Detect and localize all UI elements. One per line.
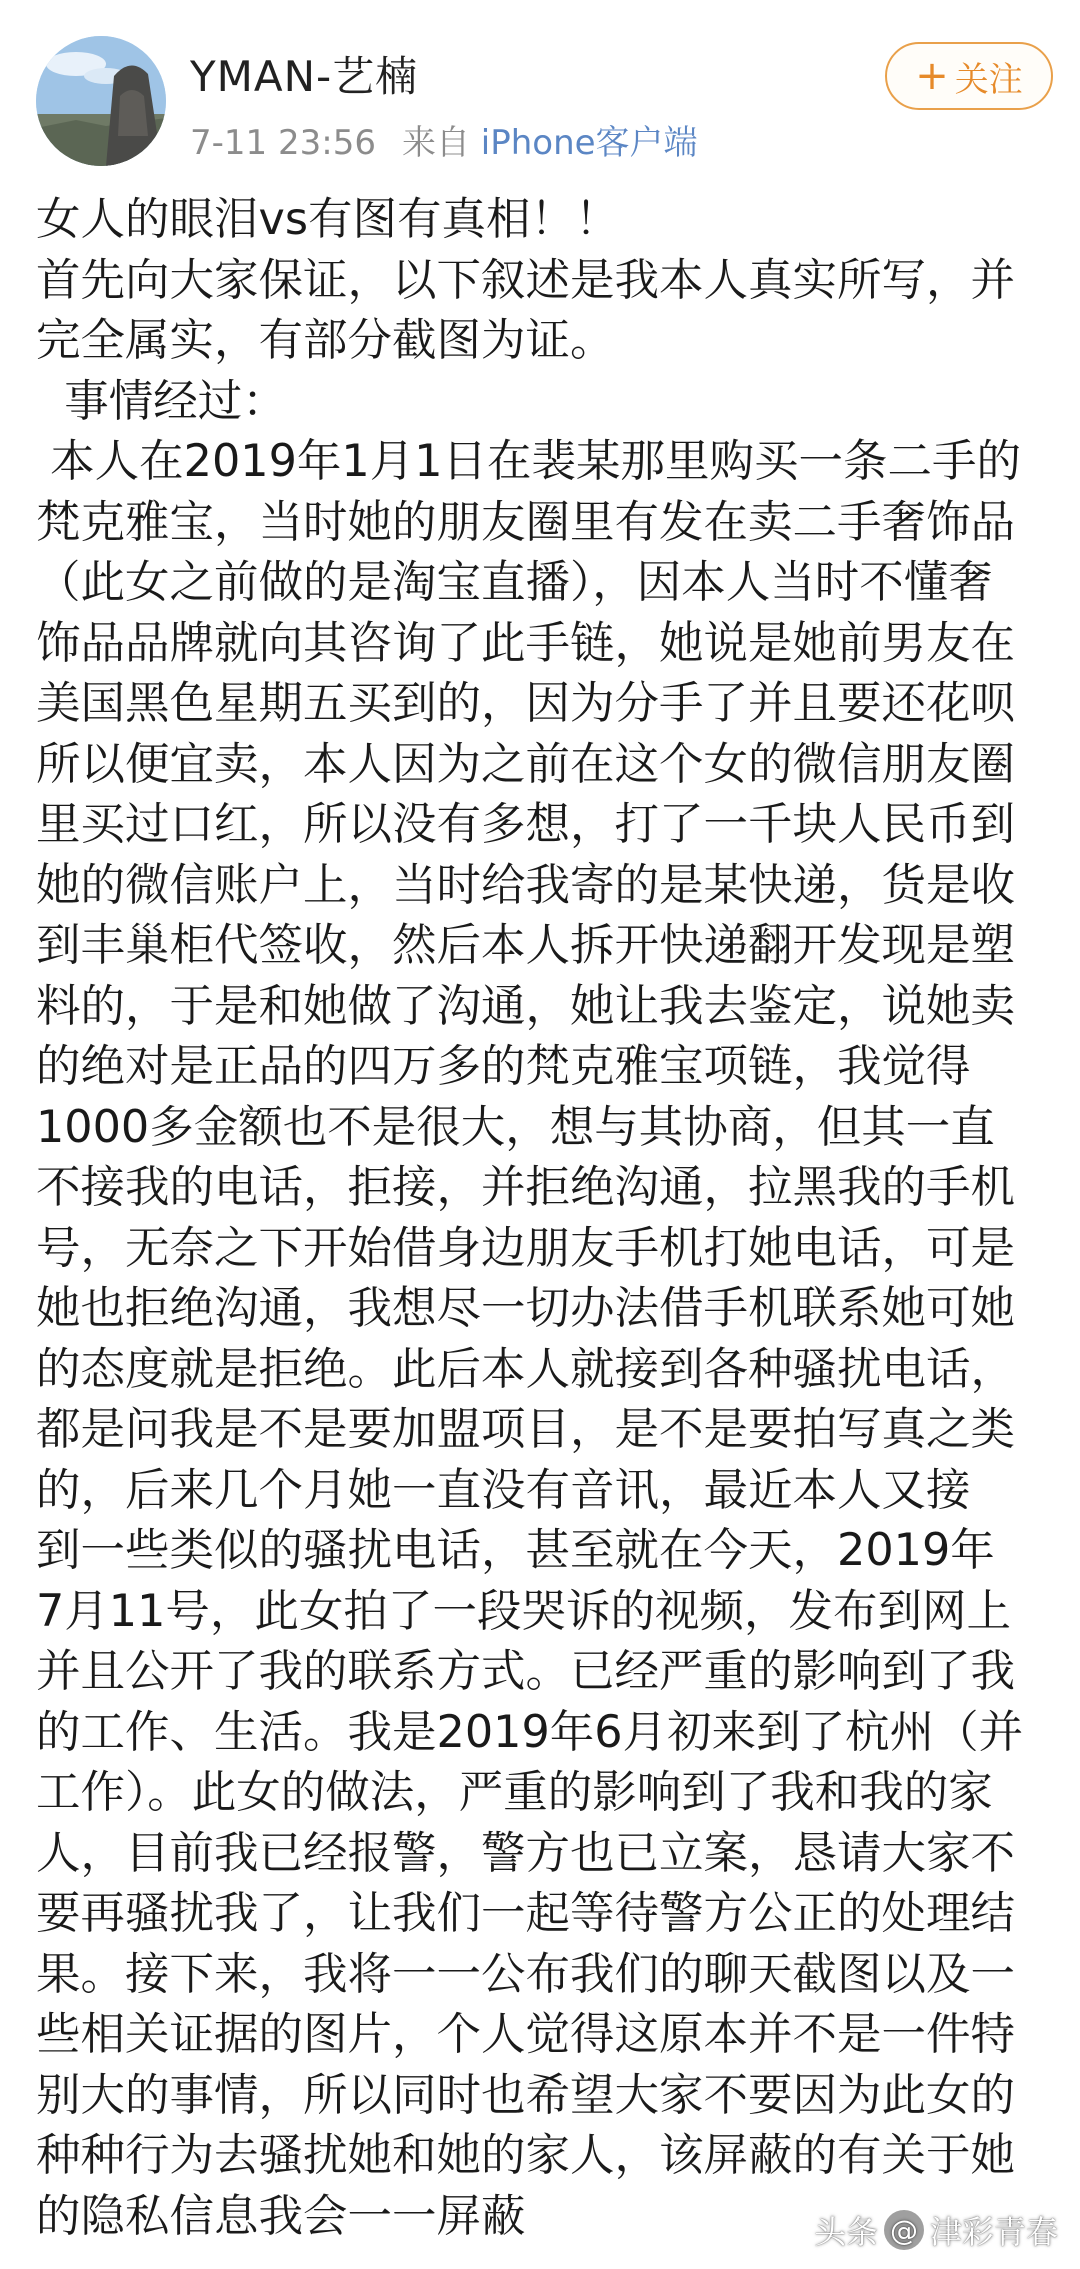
avatar-image — [36, 36, 166, 166]
post-line: 并且公开了我的联系方式。已经严重的影响到了我 — [36, 1646, 1016, 1697]
source-prefix: 来自 — [401, 123, 470, 163]
post-line: 果。接下来，我将一一公布我们的聊天截图以及一 — [36, 1948, 1016, 2000]
post-line: 要再骚扰我了，让我们一起等待警方公正的处理结 — [36, 1888, 1016, 1939]
post-time: 7-11 23:56 — [190, 123, 376, 163]
post-line: 到一些类似的骚扰电话，甚至就在今天，2019年 — [36, 1525, 995, 1576]
post-line: 的态度就是拒绝。此后本人就接到各种骚扰电话， — [36, 1343, 1016, 1395]
at-icon: @ — [884, 2210, 924, 2250]
avatar[interactable] — [36, 36, 166, 166]
post-line: 1000多金额也不是很大，想与其协商，但其一直 — [36, 1101, 995, 1153]
post-line: 都是问我是不是要加盟项目，是不是要拍写真之类 — [36, 1404, 1016, 1455]
watermark-platform: 头条 — [813, 2213, 878, 2251]
post-line: 梵克雅宝，当时她的朋友圈里有发在卖二手奢饰品 — [36, 496, 1016, 548]
user-name[interactable]: YMAN-艺楠 — [190, 52, 419, 101]
post-line: 号，无奈之下开始借身边朋友手机打她电话，可是 — [36, 1222, 1016, 1274]
post-line: 的，后来几个月她一直没有音讯，最近本人又接 — [36, 1464, 971, 1516]
post-line: 的工作、生活。我是2019年6月初来到了杭州（并 — [36, 1706, 1024, 1758]
watermark-account: 津彩青春 — [929, 2213, 1058, 2251]
post-line: 的隐私信息我会一一屏蔽 — [36, 2190, 526, 2242]
post-line: 的绝对是正品的四万多的梵克雅宝项链，我觉得 — [36, 1041, 971, 1092]
follow-label: 关注 — [954, 59, 1023, 100]
post-line: 首先向大家保证，以下叙述是我本人真实所写，并 — [36, 254, 1016, 306]
plus-icon: + — [915, 53, 949, 99]
watermark — [814, 2207, 1058, 2253]
post-line: 里买过口红，所以没有多想，打了一千块人民币到 — [36, 799, 1016, 850]
post-line: 7月11号，此女拍了一段哭诉的视频，发布到网上 — [36, 1585, 1011, 1637]
post-meta — [190, 115, 698, 164]
post-line: 料的，于是和她做了沟通，她让我去鉴定，说她卖 — [36, 980, 1016, 1032]
post-line: 工作）。此女的做法，严重的影响到了我和我的家 — [36, 1767, 993, 1818]
post-line: 她也拒绝沟通，我想尽一切办法借手机联系她可她 — [36, 1283, 1016, 1334]
post-line: 不接我的电话，拒接，并拒绝沟通，拉黑我的手机 — [36, 1162, 1016, 1213]
post-line: 女人的眼泪vs有图有真相！！ — [36, 194, 620, 245]
post-line: 她的微信账户上，当时给我寄的是某快递，货是收 — [36, 859, 1016, 911]
post-line: 美国黑色星期五买到的，因为分手了并且要还花呗 — [36, 678, 1016, 729]
follow-button[interactable] — [885, 42, 1053, 110]
post-line: 所以便宜卖，本人因为之前在这个女的微信朋友圈 — [36, 738, 1016, 790]
post-line: （此女之前做的是淘宝直播），因本人当时不懂奢 — [36, 557, 993, 608]
post-line: 些相关证据的图片，个人觉得这原本并不是一件特 — [36, 2009, 1016, 2060]
post-line: 本人在2019年1月1日在裴某那里购买一条二手的 — [36, 436, 1022, 487]
post-line: 人，目前我已经报警，警方也已立案，恳请大家不 — [36, 1827, 1016, 1879]
post-line: 完全属实，有部分截图为证。 — [36, 315, 615, 366]
post-line: 种种行为去骚扰她和她的家人，该屏蔽的有关于她 — [36, 2130, 1016, 2181]
post-line: 饰品品牌就向其咨询了此手链，她说是她前男友在 — [36, 617, 1016, 669]
post-body — [36, 190, 1051, 2247]
source-app[interactable]: iPhone客户端 — [480, 123, 698, 163]
post-line: 事情经过： — [36, 375, 287, 427]
post-line: 到丰巢柜代签收，然后本人拆开快递翻开发现是塑 — [36, 920, 1016, 971]
post-line: 别大的事情，所以同时也希望大家不要因为此女的 — [36, 2069, 1016, 2121]
post-header — [0, 0, 1080, 180]
